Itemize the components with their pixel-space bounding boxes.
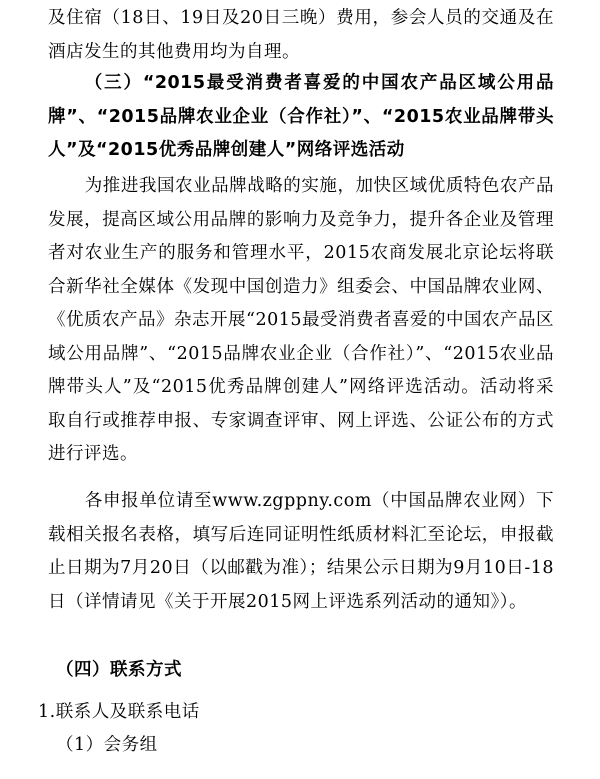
paragraph-application-instructions: 各申报单位请至www.zgppny.com（中国品牌农业网）下载相关报名表格，填写后连同证明性纸质材料汇至论坛，申报截止日期为7月20日（以邮戳为准）；结果公示日期为9月10日-18日（详情请见《关于开展2015网上评选系列活动的通知》）。 bbox=[48, 491, 554, 612]
section-heading-contact: （四）联系方式 bbox=[56, 660, 182, 680]
subheading-conference-group: （1）会务组 bbox=[56, 735, 158, 755]
paragraph-selection-purpose: 为推进我国农业品牌战略的实施，加快区域优质特色农产品发展，提高区域公用品牌的影响力及竞争力，提升各企业及管理者对农业生产的服务和管理水平，2015农商发展北京论坛将联合新华社全媒体《发现中国创造力》组委会、中国品牌农业网、《优质农产品》杂志开展“2015最受消费者喜爱的中国农产品区域公用品牌”、“2015品牌农业企业（合作社）”、“2015农业品牌带头人”及“2015优秀品牌创建人”网络评选活动。活动将采取自行或推荐申报、专家调查评审、网上评选、公证公布的方式进行评选。 bbox=[48, 176, 554, 464]
paragraph-accommodation-costs: 及住宿（18日、19日及20日三晚）费用，参会人员的交通及在酒店发生的其他费用均为自理。 bbox=[48, 8, 554, 62]
subheading-contact-persons: 1.联系人及联系电话 bbox=[38, 702, 200, 722]
section-heading-online-selection: （三）“2015最受消费者喜爱的中国农产品区域公用品牌”、“2015品牌农业企业（合作社）”、“2015农业品牌带头人”及“2015优秀品牌创建人”网络评选活动 bbox=[48, 73, 554, 160]
